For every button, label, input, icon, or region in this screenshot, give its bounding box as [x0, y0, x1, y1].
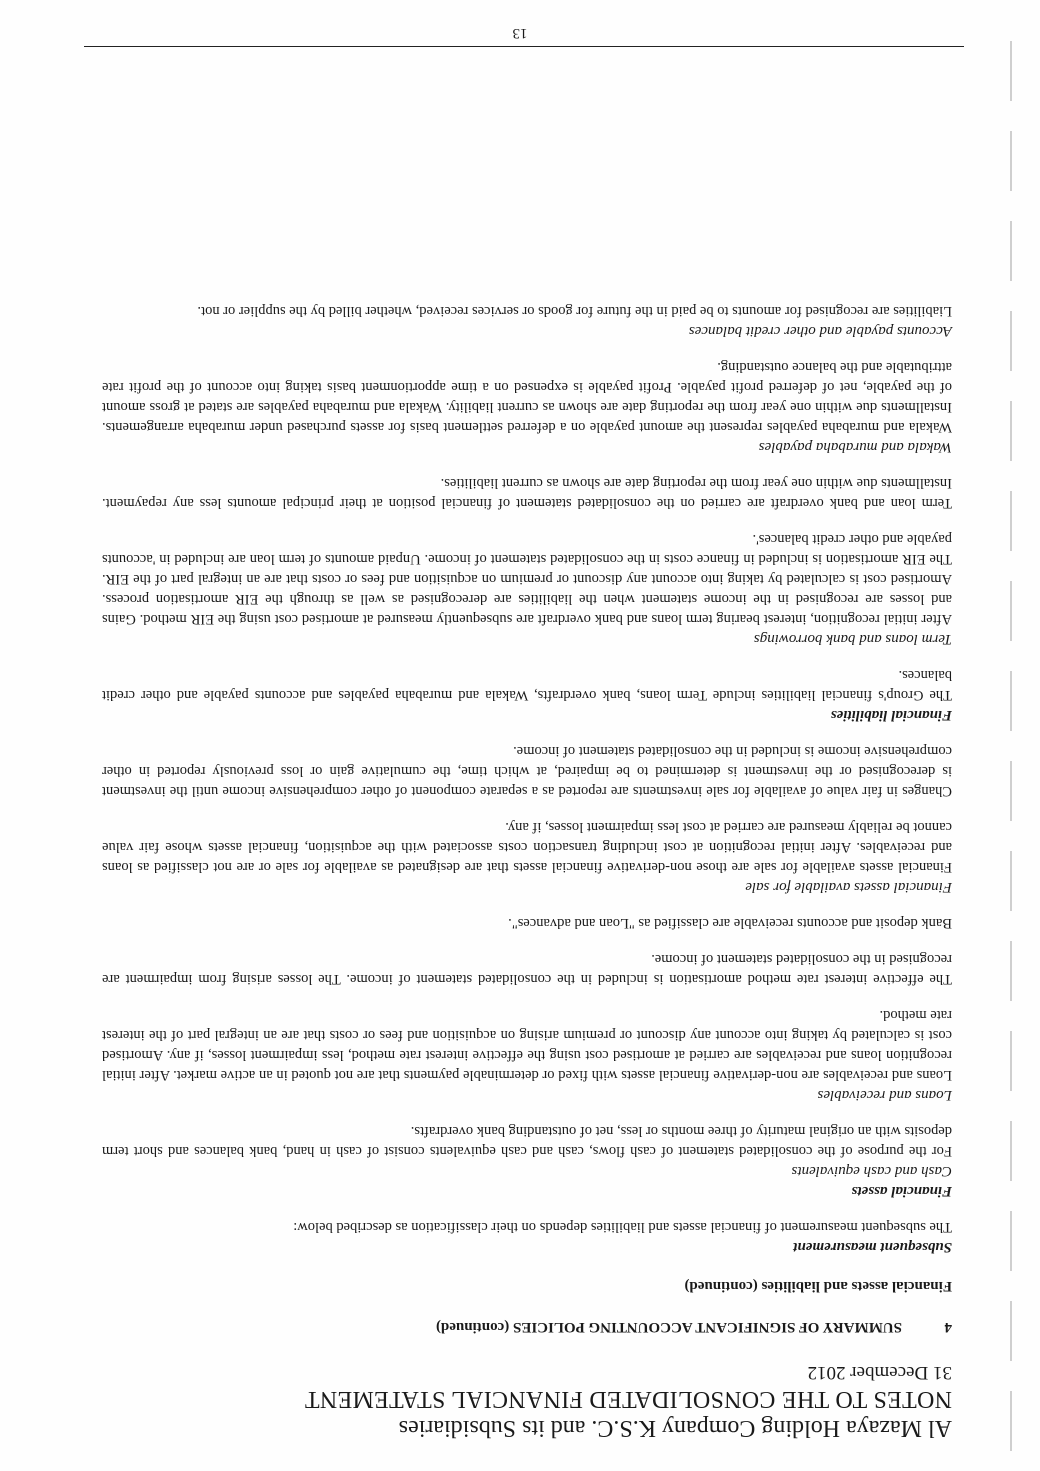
page-content	[102, 285, 952, 1443]
loans-heading: Loans and receivables	[817, 1087, 952, 1103]
term-loans-heading: Term loans and bank borrowings	[753, 631, 952, 647]
footer-rule	[84, 46, 964, 47]
loans-text-2: The effective interest rate method amortisation is included in the consolidated statement of income. The losses arising from impairment are recognised in the consolidated statement of income.	[102, 951, 952, 987]
company-name: Al Mazaya Holding Company K.S.C. and its Subsidiaries	[398, 1415, 952, 1441]
afs-text-2: Changes in fair value of available for sale investments are reported as a separate component of other comprehensive income until the investment is derecognised or the investment is determined to be impaired, at which time, the cumulative gain or loss previously reported in other comprehensive income is included in the consolidated statement of income.	[102, 743, 952, 799]
term-loans-text-1: After initial recognition, interest bearing term loans and bank overdraft are subsequently measured at amortised cost using the EIR method. Gains and losses are recognised in the income statement when the liabilities are derecognised as well as through the EIR amortisation process. Amortised cost is calculated by taking into account any discount or premium on acquisition and fees or costs that are an integral part of the EIR. The EIR amortisation is included in finance costs in the consolidated statement of income. Unpaid amounts of term loan are included in 'accounts payable and other credit balances'.	[102, 531, 952, 627]
afs-text-1: Financial assets available for sale are those non-derivative financial assets that are designated as available for sale or are not classified as loans and receivables. After initial recognition at cost including transaction costs associated with the acquisition, financial assets whose fair value cannot be reliably measured are carried at cost less impairment losses, if any.	[102, 819, 952, 875]
note-heading	[102, 1318, 952, 1335]
wakala-text: Wakala and murabaha payables represent the amount payable on a deferred settlement basis for assets purchased under murabaha arrangements. Installments due within one year from the reporting date are shown as current liability. Wakala and murabaha payables are stated at gross amount of the payable, net of deferred profit payable. Profit payable is expensed on a time apportionment basis taking into account of the profit rate attributable and the balance outstanding.	[102, 359, 952, 435]
note-number: 4	[944, 1319, 952, 1335]
section-title: Financial assets and liabilities (continued)	[684, 1278, 952, 1294]
accounts-payable-heading: Accounts payable and other credit balances	[688, 323, 952, 339]
document-date: 31 December 2012	[807, 1362, 952, 1383]
document-title: NOTES TO THE CONSOLIDATED FINANCIAL STATEMENT	[304, 1386, 952, 1412]
subsequent-measurement-heading: Subsequent measurement	[793, 1239, 952, 1255]
financial-liabilities-intro: The Group's financial liabilities include Term loans, bank overdrafts, Wakala and murabaha payables and accounts payable and other credit balances.	[102, 667, 952, 703]
loans-text-1: Loans and receivables are non-derivative financial assets with fixed or determinable payments that are not quoted in an active market. After initial recognition loans and receivables are carried at amortised cost using the effective interest rate method, less impairment losses, if any. Amortised cost is calculated by taking into account any discount or premium arising on acquisition and fees or costs that are an integral part of the interest rate method.	[102, 1007, 952, 1083]
wakala-heading: Wakala and murabaha payables	[758, 439, 952, 455]
scan-edge-artifact	[1010, 11, 1012, 1451]
page-number: 13	[512, 25, 528, 41]
afs-heading: Financial assets available for sale	[745, 879, 952, 895]
financial-assets-heading: Financial assets	[851, 1183, 952, 1199]
cash-heading: Cash and cash equivalents	[791, 1163, 952, 1179]
term-loans-text-2: Term loan and bank overdraft are carried on the consolidated statement of financial position at their principal amounts less any repayment. Installments due within one year from the reporting date are shown as current liabilities.	[102, 475, 952, 511]
note-title: SUMMARY OF SIGNIFICANT ACCOUNTING POLICIES (continued)	[435, 1319, 902, 1335]
subsequent-measurement-text: The subsequent measurement of financial assets and liabilities depends on their classification as described below:	[293, 1219, 952, 1235]
loans-text-3: Bank deposit and accounts receivable are classified as "Loan and advances".	[508, 915, 952, 931]
accounts-payable-text: Liabilities are recognised for amounts to be paid in the future for goods or services received, whether billed by the supplier or not.	[197, 303, 952, 319]
cash-text: For the purpose of the consolidated statement of cash flows, cash and cash equivalents consist of cash in hand, bank balances and short term deposits with an original maturity of three months or less, net of outstanding bank overdrafts.	[102, 1123, 952, 1159]
financial-liabilities-heading: Financial liabilities	[830, 707, 952, 723]
